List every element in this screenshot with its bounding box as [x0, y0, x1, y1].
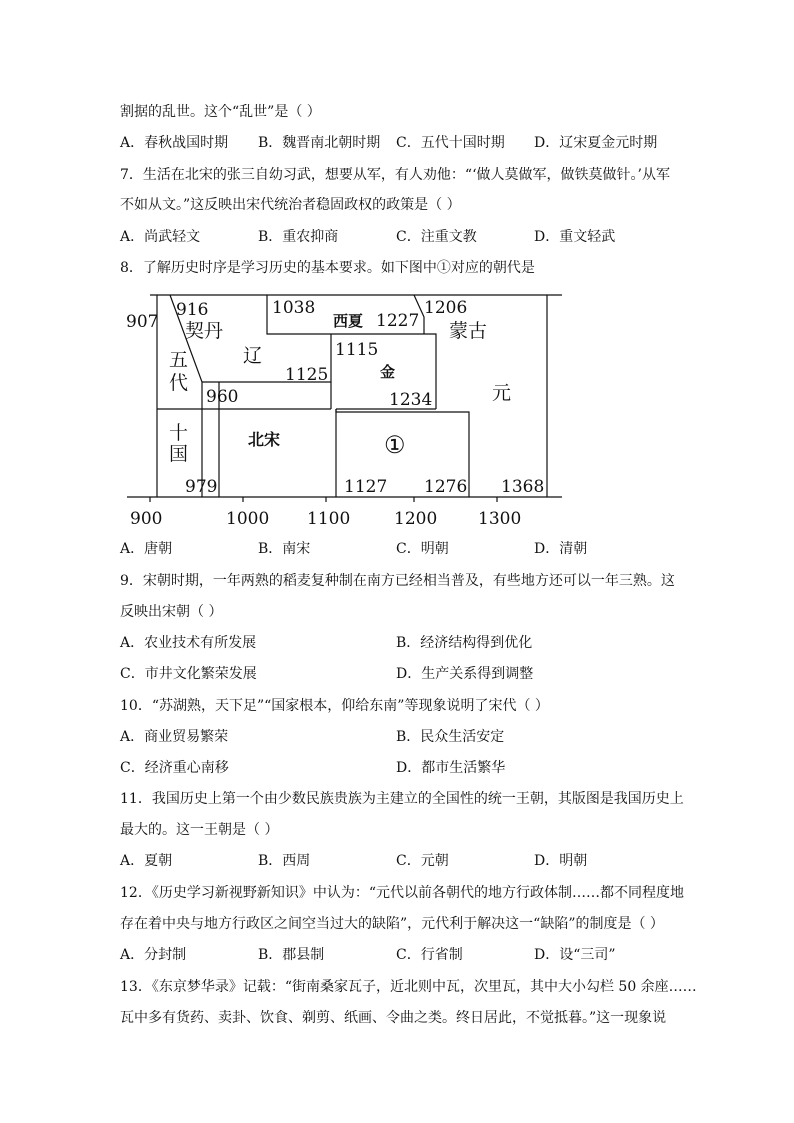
q9-option-b: B．经济结构得到优化: [396, 635, 533, 651]
q13-stem-line1: 13．《东京梦华录》记载：“街南桑家瓦子，近北则中瓦，次里瓦，其中大小勾栏 50 余座……: [120, 979, 697, 995]
year-1368: 1368: [501, 477, 545, 497]
q7-stem-line1: 7．生活在北宋的张三自幼习武，想要从军，有人劝他：“‘做人莫做军，做铁莫做针。’从军: [120, 167, 670, 183]
q13-stem-line2: 瓦中多有货药、卖卦、饮食、剃剪、纸画、令曲之类。终日居此，不觉抵暮。”这一现象说: [120, 1010, 667, 1026]
q8-option-c: C．明朝: [396, 541, 449, 557]
year-1125: 1125: [285, 365, 329, 385]
label-mongol: 蒙古: [449, 320, 488, 342]
axis-tick-1000: 1000: [226, 509, 270, 529]
q11-option-b: B．西周: [258, 853, 311, 869]
axis-tick-1300: 1300: [478, 509, 522, 529]
q10-option-b: B．民众生活安定: [396, 729, 505, 745]
q8-option-d: D．清朝: [534, 541, 588, 557]
label-beisong: 北宋: [248, 430, 281, 449]
year-1234: 1234: [389, 390, 433, 410]
q9-stem-line2: 反映出宋朝（ ）: [120, 604, 223, 620]
dynasty-timeline-diagram: [118, 288, 568, 532]
q10-stem: 10．“苏湖熟，天下足”“国家根本，仰给东南”等现象说明了宋代（ ）: [120, 698, 549, 714]
year-907: 907: [126, 312, 159, 332]
q11-stem-line1: 11．我国历史上第一个由少数民族贵族为主建立的全国性的统一王朝，其版图是我国历史上: [120, 791, 684, 807]
label-jin: 金: [380, 363, 396, 381]
q6-option-d: D．辽宋夏金元时期: [534, 135, 658, 151]
q8-stem: 8．了解历史时序是学习历史的基本要求。如下图中①对应的朝代是: [120, 260, 535, 276]
label-yuan: 元: [492, 382, 512, 404]
year-1127: 1127: [344, 477, 388, 497]
q6-continuation: 割据的乱世。这个“乱世”是（ ）: [120, 104, 321, 120]
q10-option-c: C．经济重心南移: [120, 760, 229, 776]
q8-option-b: B．南宋: [258, 541, 311, 557]
q11-option-c: C．元朝: [396, 853, 449, 869]
label-wudai-1: 五: [169, 349, 189, 371]
q6-option-a: A．春秋战国时期: [120, 135, 229, 151]
q6-option-c: C．五代十国时期: [396, 135, 505, 151]
year-1227: 1227: [376, 311, 420, 331]
q7-option-d: D．重文轻武: [534, 229, 616, 245]
label-shiguo-1: 十: [169, 422, 189, 444]
year-1115: 1115: [335, 340, 379, 360]
q7-option-b: B．重农抑商: [258, 229, 339, 245]
q11-option-d: D．明朝: [534, 853, 588, 869]
q9-option-d: D．生产关系得到调整: [396, 666, 534, 682]
year-960: 960: [206, 387, 239, 407]
q10-option-a: A．商业贸易繁荣: [120, 729, 229, 745]
q8-option-a: A．唐朝: [120, 541, 173, 557]
label-xixia: 西夏: [333, 312, 364, 330]
q12-option-d: D．设“三司”: [534, 947, 616, 963]
q7-option-a: A．尚武轻文: [120, 229, 201, 245]
year-1206: 1206: [424, 298, 468, 318]
q9-option-a: A．农业技术有所发展: [120, 635, 257, 651]
label-circle-1: ①: [384, 431, 406, 459]
q9-stem-line1: 9．宋朝时期，一年两熟的稻麦复种制在南方已经相当普及，有些地方还可以一年三熟。这: [120, 573, 675, 589]
axis-tick-1200: 1200: [394, 509, 438, 529]
label-wudai-2: 代: [169, 372, 189, 394]
q11-stem-line2: 最大的。这一王朝是（ ）: [120, 822, 279, 838]
q7-option-c: C．注重文教: [396, 229, 477, 245]
q10-option-d: D．都市生活繁华: [396, 760, 506, 776]
q12-stem-line1: 12．《历史学习新视野新知识》中认为：“元代以前各朝代的地方行政体制……都不同程度地: [120, 885, 684, 901]
q9-option-c: C．市井文化繁荣发展: [120, 666, 257, 682]
axis-tick-1100: 1100: [307, 509, 351, 529]
year-916: 916: [176, 300, 209, 320]
axis-tick-900: 900: [130, 509, 163, 529]
q12-option-b: B．郡县制: [258, 947, 325, 963]
q12-stem-line2: 存在着中央与地方行政区之间空当过大的缺陷”，元代利于解决这一“缺陷”的制度是（ ）: [120, 916, 664, 932]
year-1276: 1276: [424, 477, 468, 497]
year-1038: 1038: [272, 298, 316, 318]
q12-option-a: A．分封制: [120, 947, 187, 963]
q12-option-c: C．行省制: [396, 947, 463, 963]
q11-option-a: A．夏朝: [120, 853, 173, 869]
label-khitan: 契丹: [185, 320, 224, 342]
q6-option-b: B．魏晋南北朝时期: [258, 135, 381, 151]
q7-stem-line2: 不如从文。”这反映出宋代统治者稳固政权的政策是（ ）: [120, 197, 461, 213]
label-liao: 辽: [243, 345, 263, 367]
label-shiguo-2: 国: [169, 443, 189, 465]
year-979: 979: [185, 477, 218, 497]
